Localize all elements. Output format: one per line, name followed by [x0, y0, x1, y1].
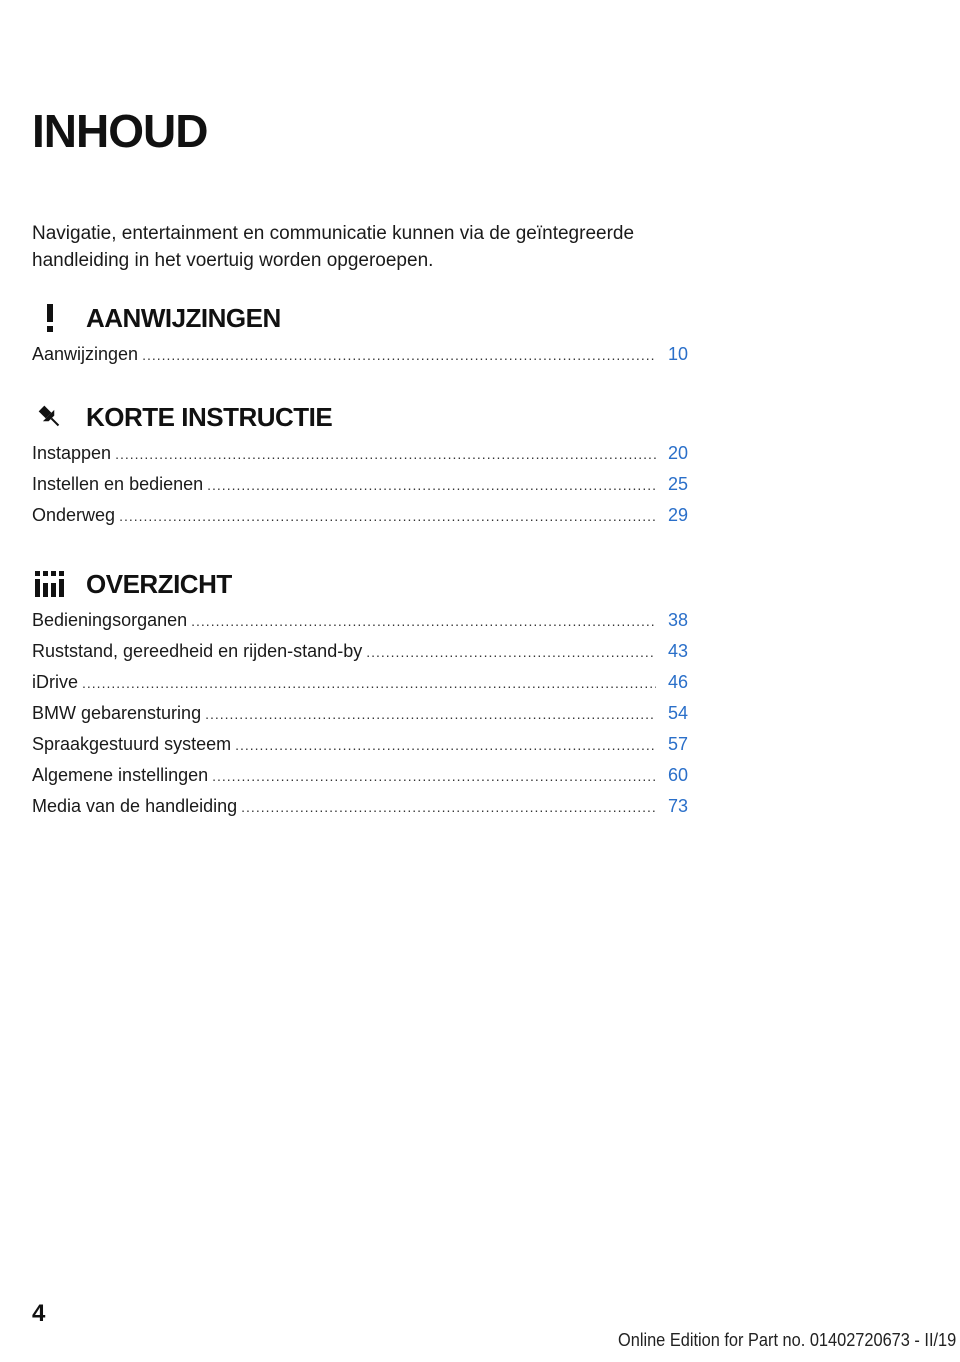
toc-entry[interactable] — [32, 610, 688, 641]
dot-leader — [207, 477, 656, 493]
toc-entry-page-link[interactable]: 20 — [667, 443, 688, 463]
toc-entry-page-link[interactable]: 54 — [667, 703, 688, 723]
toc-entry-label: Instellen en bedienen — [32, 474, 204, 494]
section-aanwijzingen — [32, 300, 688, 375]
section-korte-instructie — [32, 399, 688, 536]
section-title: KORTE INSTRUCTIE — [86, 401, 333, 432]
toc-entry-label: Onderweg — [32, 505, 116, 525]
toc-entry-label: Aanwijzingen — [32, 344, 139, 364]
page-number: 4 — [32, 1300, 46, 1327]
page-title: INHOUD — [32, 105, 208, 157]
dot-leader — [235, 737, 656, 753]
toc-entry-page-link[interactable]: 43 — [667, 641, 688, 661]
toc-entry-page-link[interactable]: 10 — [667, 344, 688, 364]
toc-entry-label: Instappen — [32, 443, 112, 463]
intro-text: Navigatie, entertainment en communicatie kunnen via de geïntegreerde handleiding in het voertuig worden opgeroepen. — [32, 223, 635, 271]
dot-leader — [191, 613, 656, 629]
toc-entry[interactable] — [32, 443, 688, 474]
dot-leader — [212, 768, 656, 784]
dot-leader — [119, 508, 656, 524]
toc-entry-label: Algemene instellingen — [32, 765, 209, 785]
toc-entry-page-link[interactable]: 73 — [667, 796, 688, 816]
dot-leader — [82, 675, 656, 691]
pushpin-icon — [32, 399, 68, 435]
toc-entry-label: iDrive — [32, 672, 79, 692]
toc-entry-page-link[interactable]: 38 — [667, 610, 688, 630]
toc-entry[interactable] — [32, 505, 688, 536]
toc-entry-page-link[interactable]: 25 — [667, 474, 688, 494]
toc-entry-label: Ruststand, gereedheid en rijden-stand-by — [32, 641, 363, 661]
dot-leader — [142, 347, 656, 363]
footer-edition-text: Online Edition for Part no. 01402720673 - II/19 — [618, 1330, 957, 1350]
toc-entry[interactable] — [32, 474, 688, 505]
dot-leader — [366, 644, 656, 660]
section-header — [32, 566, 688, 602]
toc-entry-label: BMW gebarensturing — [32, 703, 202, 723]
toc-entry-label: Media van de handleiding — [32, 796, 238, 816]
section-overzicht — [32, 566, 688, 827]
dot-leader — [205, 706, 656, 722]
toc-entry[interactable] — [32, 672, 688, 703]
toc-entry[interactable] — [32, 344, 688, 375]
exclamation-icon — [32, 300, 68, 336]
section-header — [32, 300, 688, 336]
dashboard-grid-icon — [32, 566, 68, 602]
section-title: OVERZICHT — [86, 568, 232, 599]
toc-entry[interactable] — [32, 703, 688, 734]
section-header — [32, 399, 688, 435]
toc-entry[interactable] — [32, 734, 688, 765]
toc-entry-page-link[interactable]: 29 — [667, 505, 688, 525]
toc-entry-page-link[interactable]: 46 — [667, 672, 688, 692]
section-title: AANWIJZINGEN — [86, 302, 281, 333]
toc-entry-page-link[interactable]: 57 — [667, 734, 688, 754]
toc-entry[interactable] — [32, 765, 688, 796]
toc-entry-label: Bedieningsorganen — [32, 610, 188, 630]
toc-entry-label: Spraakgestuurd systeem — [32, 734, 232, 754]
toc-entry-page-link[interactable]: 60 — [667, 765, 688, 785]
dot-leader — [115, 446, 656, 462]
table-of-contents — [32, 300, 688, 827]
dot-leader — [241, 799, 656, 815]
toc-entry[interactable] — [32, 641, 688, 672]
toc-entry[interactable] — [32, 796, 688, 827]
